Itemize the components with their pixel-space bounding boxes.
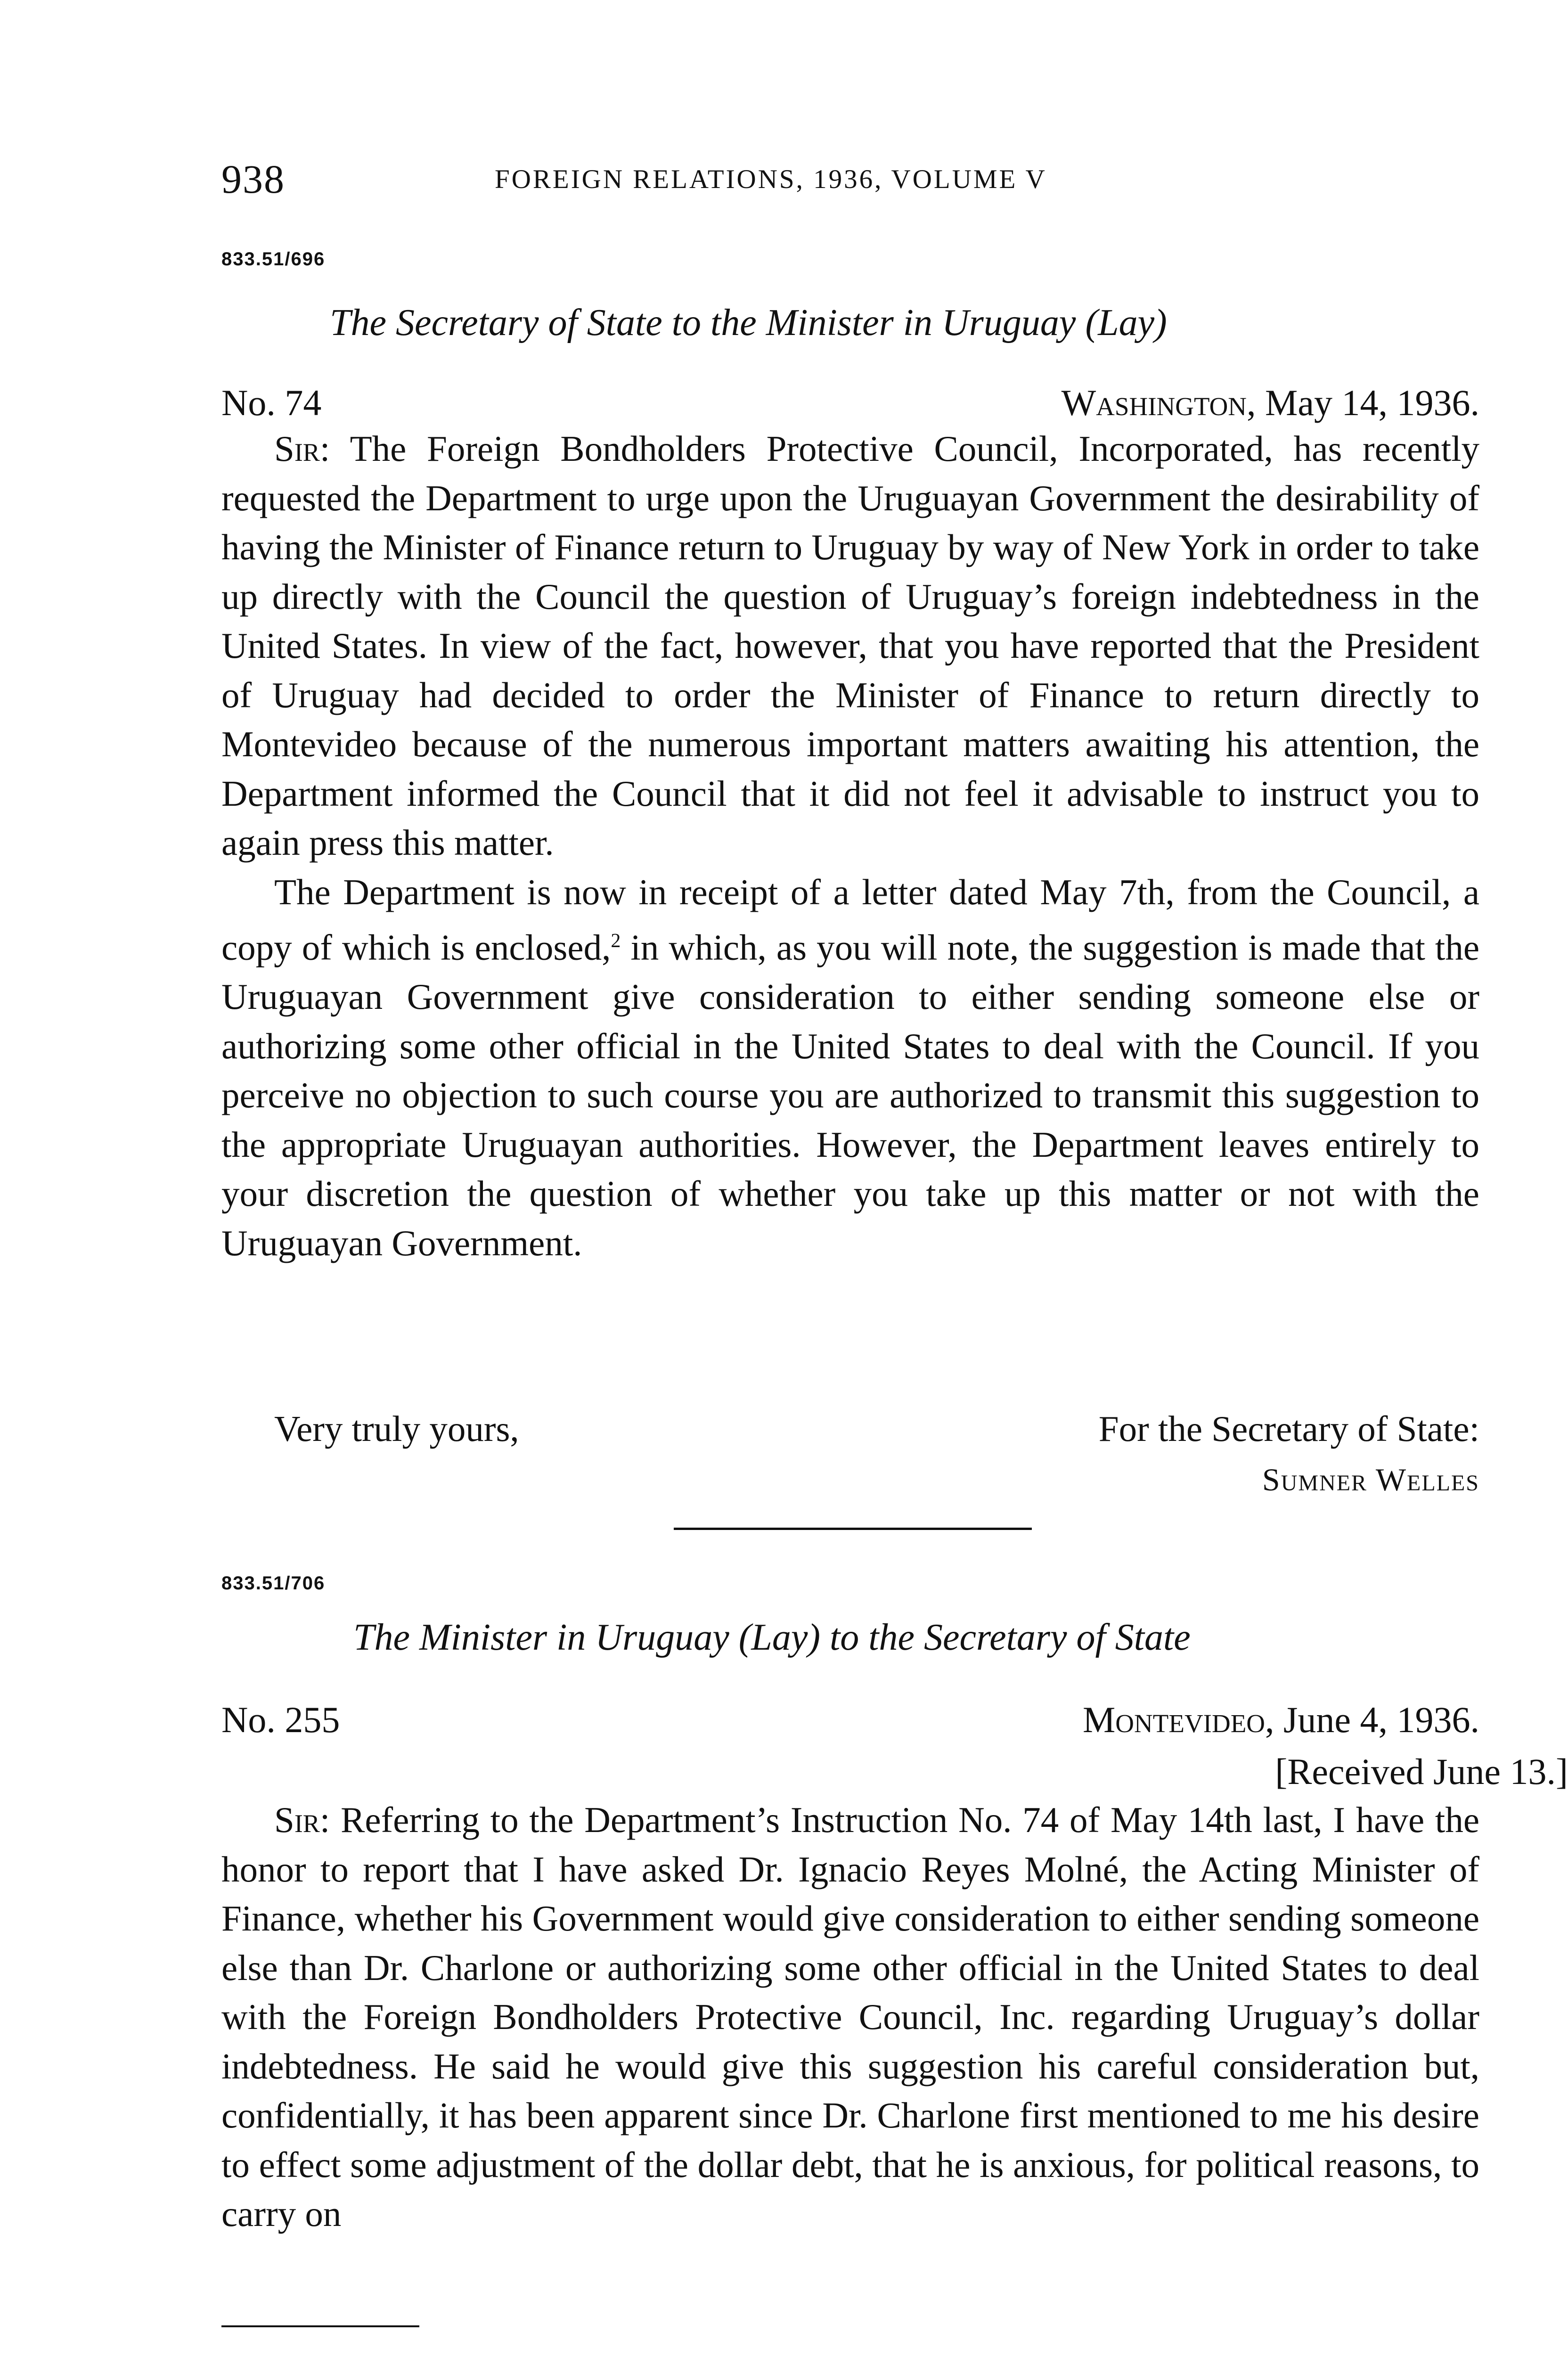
paragraph-1-text: The Foreign Bondholders Protective Council, Incorporated, has recently requested the Department to urge upon the Uruguayan Government the desirability of having the Minister of Finance return to Uruguay by way of New York in order to take up directly with the Council the question of Uruguay’s foreign indebtedness in the United States. In view of the fact, however, that you have reported that the President of Uruguay had decided to order the Minister of Finance to return directly to Montevideo because of the numerous important matters awaiting his attention, the Department informed the Council that it did not feel it advisable to instruct you to again press this matter.: [221, 428, 1479, 863]
salutation-1: Sir:: [274, 428, 330, 469]
file-number-2: 833.51/706: [221, 1573, 326, 1594]
footnote: [236, 2347, 392, 2356]
place-date-2: [1083, 1694, 1479, 1746]
document-title-1: The Secretary of State to the Minister in Uruguay (Lay): [330, 302, 1167, 344]
paragraph-2-text-b: in which, as you will note, the suggestion is made that the Uruguayan Government give consideration to either sending someone else or authorizing some other official in the United States to deal with the Council. If you perceive no objection to such course you are authorized to transmit this suggestion to the appropriate Uruguayan authorities. However, the Department leaves entirely to your discretion the question of whether you take up this matter or not with the Uruguayan Government.: [221, 927, 1479, 1263]
place-1: Washington: [1061, 382, 1247, 423]
closing: Very truly yours,: [274, 1408, 519, 1449]
document-meta-2: [221, 1694, 1479, 1746]
section-divider: [674, 1528, 1032, 1530]
page-header: [221, 155, 1479, 203]
paragraph-1: [221, 424, 1479, 867]
signature: Sumner Welles: [1262, 1462, 1479, 1497]
document-number-1: No. 74: [221, 382, 322, 423]
date-2: , June 4, 1936.: [1265, 1699, 1479, 1740]
paragraph-3-text: Referring to the Department’s Instruction No. 74 of May 14th last, I have the honor to report that I have asked Dr. Ignacio Reyes Molné, the Acting Minister of Finance, whether his Government would give consideration to either sending someone else than Dr. Charlone or authorizing some other official in the United States to deal with the Foreign Bondholders Protective Council, Inc. regarding Uruguay’s dollar indebtedness. He said he would give this suggestion his careful consideration but, confidentially, it has been apparent since Dr. Charlone first mentioned to me his desire to effect some adjustment of the dollar debt, that he is anxious, for political reasons, to carry on: [221, 1800, 1479, 2234]
salutation-2: Sir:: [274, 1800, 330, 1840]
place-2: Montevideo: [1082, 1699, 1266, 1740]
running-head: FOREIGN RELATIONS, 1936, VOLUME V: [495, 164, 1047, 194]
file-number-1: 833.51/696: [221, 249, 326, 270]
paragraph-2: [221, 867, 1479, 1268]
paragraph-2-text-a: The Department is now in receipt of a letter dated May 7th, from the Council, a copy of which is enclosed,: [221, 871, 1479, 968]
document-title-2: The Minister in Uruguay (Lay) to the Secretary of State: [353, 1617, 1191, 1658]
signatory-line: For the Secretary of State:: [1098, 1408, 1479, 1449]
page-number: 938: [221, 156, 285, 202]
footnote-rule: [221, 2325, 419, 2327]
document-number-2: No. 255: [221, 1699, 340, 1740]
place-date-1: [1062, 377, 1479, 429]
received-date: [Received June 13.]: [1275, 1751, 1568, 1792]
footnote-reference: 2: [611, 930, 621, 952]
document-meta-1: [221, 377, 1479, 429]
date-1: , May 14, 1936.: [1247, 382, 1479, 423]
document-body-1: [221, 424, 1479, 1268]
paragraph-3: [221, 1795, 1479, 2239]
document-body-2: [221, 1795, 1479, 2239]
closing-row: [221, 1404, 1479, 1454]
